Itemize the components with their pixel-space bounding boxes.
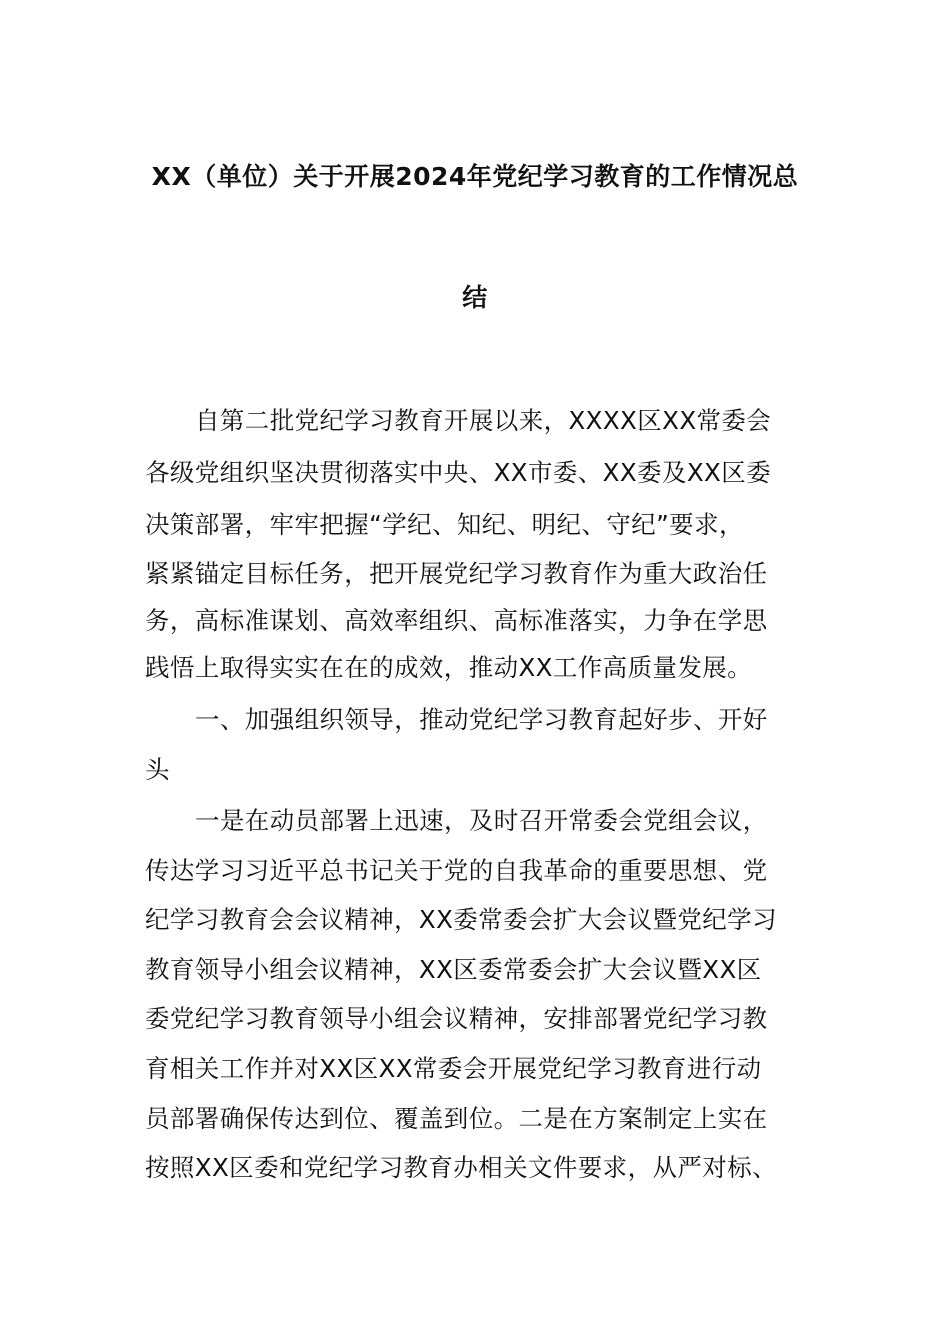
- section-heading-line-1: 一、加强组织领导，推动党纪学习教育起好步、开好: [195, 705, 768, 734]
- paragraph-line-1: 自第二批党纪学习教育开展以来，XXXX区XX常委会: [195, 406, 772, 435]
- paragraph-line-8: 传达学习习近平总书记关于党的自我革命的重要思想、党: [145, 856, 768, 885]
- paragraph-line-5: 务，高标准谋划、高效率组织、高标准落实，力争在学思: [145, 606, 768, 635]
- document-title-line-2: 结: [462, 283, 488, 312]
- paragraph-line-7: 一是在动员部署上迅速，及时召开常委会党组会议，: [195, 806, 768, 835]
- paragraph-line-10: 教育领导小组会议精神，XX区委常委会扩大会议暨XX区: [145, 955, 762, 984]
- paragraph-line-12: 育相关工作并对XX区XX常委会开展党纪学习教育进行动: [145, 1054, 762, 1083]
- paragraph-line-13: 员部署确保传达到位、覆盖到位。二是在方案制定上实在: [145, 1104, 768, 1133]
- section-heading-line-2: 头: [145, 755, 170, 784]
- document-title-line-1: XX（单位）关于开展2024年党纪学习教育的工作情况总: [151, 162, 799, 191]
- paragraph-line-14: 按照XX区委和党纪学习教育办相关文件要求，从严对标、: [145, 1153, 777, 1182]
- paragraph-line-2: 各级党组织坚决贯彻落实中央、XX市委、XX委及XX区委: [145, 458, 772, 487]
- paragraph-line-3: 决策部署，牢牢把握“学纪、知纪、明纪、守纪”要求，: [145, 510, 744, 539]
- paragraph-line-6: 践悟上取得实实在在的成效，推动XX工作高质量发展。: [145, 653, 753, 682]
- paragraph-line-4: 紧紧锚定目标任务，把开展党纪学习教育作为重大政治任: [145, 559, 768, 588]
- paragraph-line-11: 委党纪学习教育领导小组会议精神，安排部署党纪学习教: [145, 1004, 768, 1033]
- paragraph-line-9: 纪学习教育会会议精神，XX委常委会扩大会议暨党纪学习: [145, 905, 777, 934]
